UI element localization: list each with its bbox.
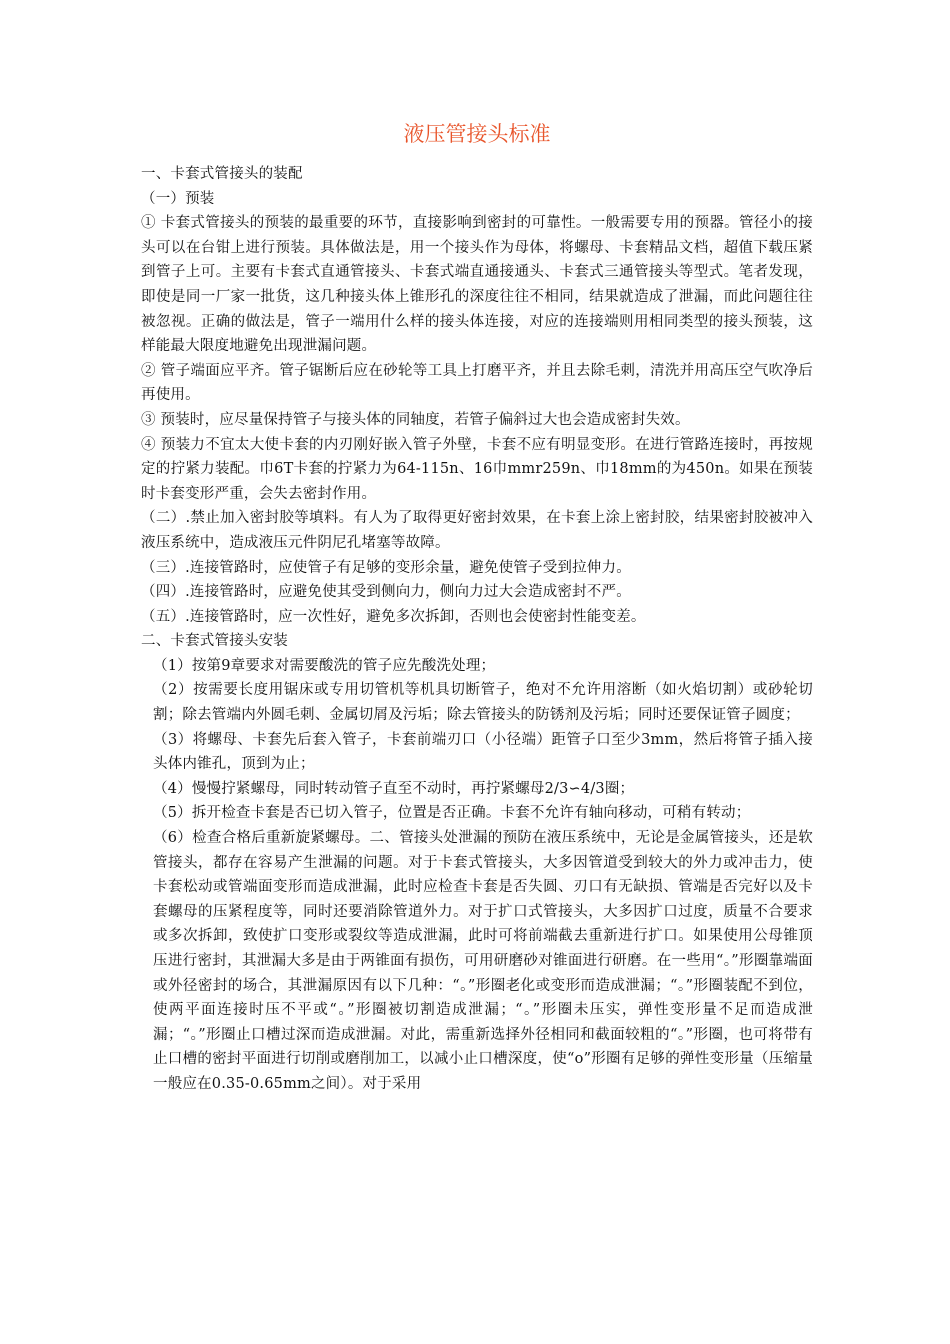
- paragraph-1: ① 卡套式管接头的预装的最重要的环节，直接影响到密封的可靠性。一般需要专用的预器。管径小的接头可以在台钳上进行预装。具体做法是，用一个接头作为母体，将螺母、卡套精品文档，超值下载压紧到管子上可。主要有卡套式直通管接头、卡套式端直通接通头、卡套式三通管接头等型式。笔者发现，即使是同一厂家一批货，这几种接头体上锥形孔的深度往往不相同，结果就造成了泄漏，而此问题往往被忽视。正确的做法是，管子一端用什么样的接头体连接，对应的连接端则用相同类型的接头预装，这样能最大限度地避免出现泄漏问题。: [141, 215, 813, 355]
- install-step-2: （2）按需要长度用锯床或专用切管机等机具切断管子，绝对不允许用溶断（如火焰切割）或砂轮切割；除去管端内外圆毛刺、金属切屑及污垢；除去管接头的防锈剂及污垢；同时还要保证管子圆度；: [153, 682, 813, 724]
- subsection-heading-preassembly: （一）预装: [141, 190, 215, 207]
- paragraph-8: （五）.连接管路时，应一次性好，避免多次拆卸，否则也会使密封性能变差。: [141, 608, 646, 625]
- install-step-6: （6）检查合格后重新旋紧螺母。二、管接头处泄漏的预防在液压系统中，无论是金属管接头，还是软管接头，都存在容易产生泄漏的问题。对于卡套式管接头，大多因管道受到较大的外力或冲击力，使卡套松动或管端面变形而造成泄漏，此时应检查卡套是否失圆、刃口有无缺损、管端是否完好以及卡套螺母的压紧程度等，同时还要消除管道外力。对于扩口式管接头，大多因扩口过度，质量不合要求或多次拆卸，致使扩口变形或裂纹等造成泄漏，此时可将前端截去重新进行扩口。如果使用公母锥顶压进行密封，其泄漏大多是由于两锥面有损伤，可用研磨砂对锥面进行研磨。在一些用“。”形圈靠端面或外径密封的场合，其泄漏原因有以下几种：“。”形圈老化或变形而造成泄漏；“。”形圈装配不到位，使两平面连接时压不平或“。”形圈被切割造成泄漏；“。”形圈未压实，弹性变形量不足而造成泄漏；“。”形圈止口槽过深而造成泄漏。对此，需重新选择外径相同和截面较粗的“。”形圈，也可将带有止口槽的密封平面进行切削或磨削加工，以减小止口槽深度，使“o”形圈有足够的弹性变形量（压缩量一般应在0.35-0.65mm之间）。对于采用: [153, 830, 813, 1092]
- document-body: [141, 162, 813, 1097]
- install-step-3: （3）将螺母、卡套先后套入管子，卡套前端刃口（小径端）距管子口至少3mm，然后将管子插入接头体内锥孔，顶到为止；: [153, 731, 813, 773]
- install-step-5: （5）拆开检查卡套是否已切入管子，位置是否正确。卡套不允许有轴向移动，可稍有转动；: [153, 805, 751, 822]
- section-heading-2: 二、卡套式管接头安装: [141, 633, 288, 650]
- install-step-4: （4）慢慢拧紧螺母，同时转动管子直至不动时，再拧紧螺母2/3∽4/3圈；: [153, 780, 635, 797]
- install-step-1: （1）按第9章要求对需要酸洗的管子应先酸洗处理；: [153, 657, 496, 674]
- document-title: 液压管接头标准: [403, 122, 551, 146]
- paragraph-5: （二）.禁止加入密封胶等填料。有人为了取得更好密封效果，在卡套上涂上密封胶，结果密封胶被冲入液压系统中，造成液压元件阴尼孔堵塞等故障。: [141, 510, 813, 551]
- paragraph-3: ③ 预装时，应尽量保持管子与接头体的同轴度，若管子偏斜过大也会造成密封失效。: [141, 411, 690, 428]
- paragraph-6: （三）.连接管路时，应使管子有足够的变形余量，避免使管子受到拉伸力。: [141, 559, 631, 576]
- paragraph-7: （四）.连接管路时，应避免使其受到侧向力，侧向力过大会造成密封不严。: [141, 584, 631, 601]
- document-page: [141, 118, 813, 1097]
- paragraph-2: ② 管子端面应平齐。管子锯断后应在砂轮等工具上打磨平齐，并且去除毛刺，清洗并用高压空气吹净后再使用。: [141, 362, 813, 404]
- paragraph-4: ④ 预装力不宜太大使卡套的内刃刚好嵌入管子外壁，卡套不应有明显变形。在进行管路连接时，再按规定的拧紧力装配。巾6T卡套的拧紧力为64-115n、16巾mmr259n、巾18mm的为450n。如果在预装时卡套变形严重，会失去密封作用。: [141, 436, 813, 502]
- section-heading-1: 一、卡套式管接头的装配: [141, 166, 303, 182]
